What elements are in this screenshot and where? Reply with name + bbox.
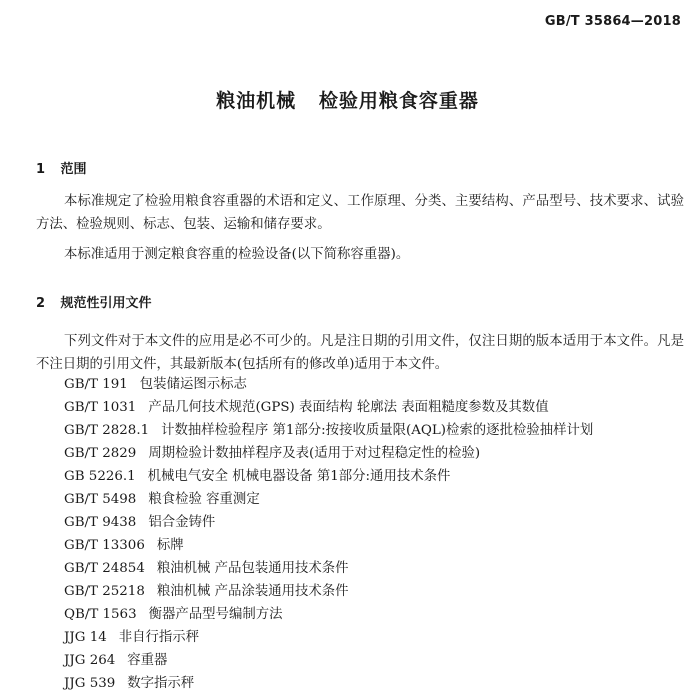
reference-item xyxy=(64,534,593,557)
reference-code: GB/T 1031 xyxy=(64,400,137,415)
reference-item xyxy=(64,396,593,419)
reference-item xyxy=(64,603,593,626)
reference-item xyxy=(64,465,593,488)
reference-title: 容重器 xyxy=(127,653,168,668)
reference-code: GB/T 9438 xyxy=(64,515,137,530)
reference-item xyxy=(64,373,593,396)
reference-title: 包装储运图示标志 xyxy=(139,377,247,392)
reference-code: JJG 539 xyxy=(64,676,116,691)
reference-title: 产品几何技术规范(GPS) 表面结构 轮廓法 表面粗糙度参数及其数值 xyxy=(148,400,549,415)
section-2-number: 2 xyxy=(36,296,46,311)
reference-code: GB/T 24854 xyxy=(64,561,145,576)
reference-code: JJG 14 xyxy=(64,630,107,645)
standard-number: GB/T 35864—2018 xyxy=(544,14,681,29)
reference-code: GB/T 25218 xyxy=(64,584,145,599)
reference-item xyxy=(64,557,593,580)
section-2-title: 规范性引用文件 xyxy=(60,296,152,311)
reference-item xyxy=(64,626,593,649)
reference-code: GB/T 13306 xyxy=(64,538,145,553)
reference-code: GB/T 2829 xyxy=(64,446,137,461)
reference-title: 粮油机械 产品涂装通用技术条件 xyxy=(156,584,349,599)
reference-title: 粮食检验 容重测定 xyxy=(148,492,260,507)
reference-title: 机械电气安全 机械电器设备 第1部分:通用技术条件 xyxy=(147,469,451,484)
section-1-heading xyxy=(36,158,87,177)
reference-item xyxy=(64,488,593,511)
section-2-heading xyxy=(36,292,152,311)
reference-title: 粮油机械 产品包装通用技术条件 xyxy=(156,561,349,576)
document-title: 粮油机械 检验用粮食容重器 xyxy=(216,90,479,112)
reference-item xyxy=(64,511,593,534)
normative-references-list xyxy=(64,373,593,695)
reference-code: GB 5226.1 xyxy=(64,469,136,484)
reference-item xyxy=(64,580,593,603)
reference-title: 非自行指示秤 xyxy=(118,630,200,645)
reference-title: 铝合金铸件 xyxy=(148,515,216,530)
section-1-paragraph-2: 本标准适用于测定粮食容重的检验设备(以下简称容重器)。 xyxy=(64,247,410,262)
reference-title: 数字指示秤 xyxy=(127,676,195,691)
reference-code: GB/T 2828.1 xyxy=(64,423,150,438)
reference-title: 计数抽样检验程序 第1部分:按接收质量限(AQL)检索的逐批检验抽样计划 xyxy=(161,423,594,438)
reference-item xyxy=(64,672,593,695)
reference-code: GB/T 191 xyxy=(64,377,128,392)
reference-code: JJG 264 xyxy=(64,653,116,668)
reference-title: 标牌 xyxy=(156,538,184,553)
section-2-paragraph-1: 下列文件对于本文件的应用是必不可少的。凡是注日期的引用文件，仅注日期的版本适用于本文件。凡是不注日期的引用文件，其最新版本(包括所有的修改单)适用于本文件。 xyxy=(36,334,684,372)
section-1-paragraph-1: 本标准规定了检验用粮食容重器的术语和定义、工作原理、分类、主要结构、产品型号、技术要求、试验方法、检验规则、标志、包装、运输和储存要求。 xyxy=(36,194,684,232)
reference-code: QB/T 1563 xyxy=(64,607,137,622)
reference-item xyxy=(64,442,593,465)
section-1-number: 1 xyxy=(36,162,46,177)
reference-title: 周期检验计数抽样程序及表(适用于对过程稳定性的检验) xyxy=(148,446,481,461)
section-1-title: 范围 xyxy=(60,162,87,177)
reference-item xyxy=(64,419,593,442)
reference-item xyxy=(64,649,593,672)
reference-code: GB/T 5498 xyxy=(64,492,137,507)
reference-title: 衡器产品型号编制方法 xyxy=(148,607,283,622)
